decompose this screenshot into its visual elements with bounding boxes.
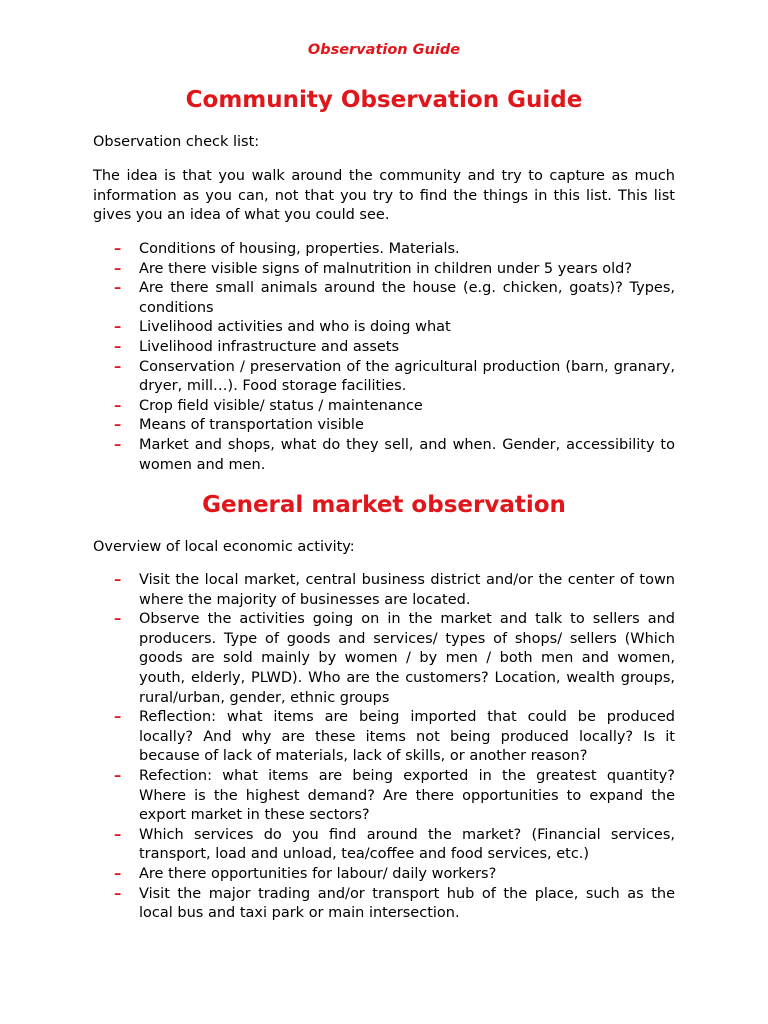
- bullet-dash: –: [114, 241, 122, 257]
- list-item-text: Visit the major trading and/or transport hub of the place, such as the local bus and taxi park or main intersection.: [139, 885, 675, 922]
- list-item: [93, 436, 675, 475]
- bullet-dash: –: [114, 885, 122, 902]
- bullet-dash: –: [114, 572, 122, 588]
- list-item: [93, 358, 675, 397]
- list-item: [93, 571, 675, 610]
- list-item-text: Which services do you find around the market? (Financial services, transport, load and unload, tea/coffee and food services, etc.): [139, 826, 675, 863]
- list-item-text: Are there opportunities for labour/ daily workers?: [139, 865, 497, 882]
- bullet-dash: –: [114, 826, 122, 843]
- list-item-text: Observe the activities going on in the market and talk to sellers and producers. Type of goods and services/ types of shops/ sellers (Which goods are sold mainly by women / by men / both men and women, youth, elderly, PLWD). Who are the customers? Location, wealth groups, rural/urban, gender, ethnic groups: [139, 611, 675, 706]
- bullet-dash: –: [114, 865, 122, 882]
- bullet-dash: –: [114, 358, 122, 375]
- list-item: [93, 610, 675, 708]
- list-item: [93, 397, 675, 417]
- bullet-dash: –: [114, 260, 122, 277]
- section-title-general-market: General market observation: [202, 492, 566, 518]
- bullet-dash: –: [114, 417, 122, 434]
- list-item: [93, 260, 675, 280]
- list-item-text: Crop field visible/ status / maintenance: [139, 397, 423, 414]
- list-item-text: Means of transportation visible: [139, 417, 364, 434]
- bullet-dash: –: [114, 280, 122, 297]
- bullet-dash: –: [114, 767, 122, 784]
- list-item-text: Conditions of housing, properties. Materials.: [139, 241, 460, 257]
- list-item: [93, 708, 675, 767]
- list-item-text: Refection: what items are being exported in the greatest quantity? Where is the highest demand? Are there opportunities to expand the export market in these sectors?: [139, 767, 675, 824]
- bullet-dash: –: [114, 611, 122, 628]
- list-item: [93, 240, 675, 260]
- list-item-text: Reflection: what items are being imported that could be produced locally? And why are these items not being produced locally? Is it because of lack of materials, lack of skills, or another reason?: [139, 709, 675, 765]
- list-item-text: Are there visible signs of malnutrition in children under 5 years old?: [139, 260, 633, 277]
- intro-paragraph: The idea is that you walk around the community and try to capture as much information as you can, not that you try to find the things in this list. This list gives you an idea of what you could see.: [93, 168, 675, 224]
- list-item-text: Livelihood infrastructure and assets: [139, 338, 400, 355]
- list-item-text: Conservation / preservation of the agricultural production (barn, granary, dryer, mill…). Food storage facilities.: [139, 358, 675, 395]
- list-item: [93, 885, 675, 924]
- list-item: [93, 767, 675, 826]
- bullet-dash: –: [114, 397, 122, 414]
- list-item: [93, 318, 675, 338]
- list-item-text: Livelihood activities and who is doing what: [139, 319, 451, 336]
- checklist-label: Observation check list:: [93, 134, 260, 150]
- list-item-text: Are there small animals around the house (e.g. chicken, goats)? Types, conditions: [139, 280, 675, 316]
- market-observation-list: [93, 571, 675, 924]
- list-item-text: Market and shops, what do they sell, and when. Gender, accessibility to women and men.: [139, 436, 675, 473]
- running-header: Observation Guide: [307, 42, 461, 58]
- observation-checklist: [93, 240, 675, 475]
- bullet-dash: –: [114, 709, 122, 726]
- list-item-text: Visit the local market, central business district and/or the center of town where the majority of businesses are located.: [139, 572, 675, 608]
- list-item: [93, 279, 675, 318]
- overview-label: Overview of local economic activity:: [93, 539, 355, 555]
- list-item: [93, 826, 675, 865]
- list-item: [93, 338, 675, 358]
- bullet-dash: –: [114, 338, 122, 355]
- list-item: [93, 865, 675, 885]
- bullet-dash: –: [114, 436, 122, 453]
- bullet-dash: –: [114, 319, 122, 336]
- list-item: [93, 416, 675, 436]
- section-title-community-observation: Community Observation Guide: [185, 87, 583, 113]
